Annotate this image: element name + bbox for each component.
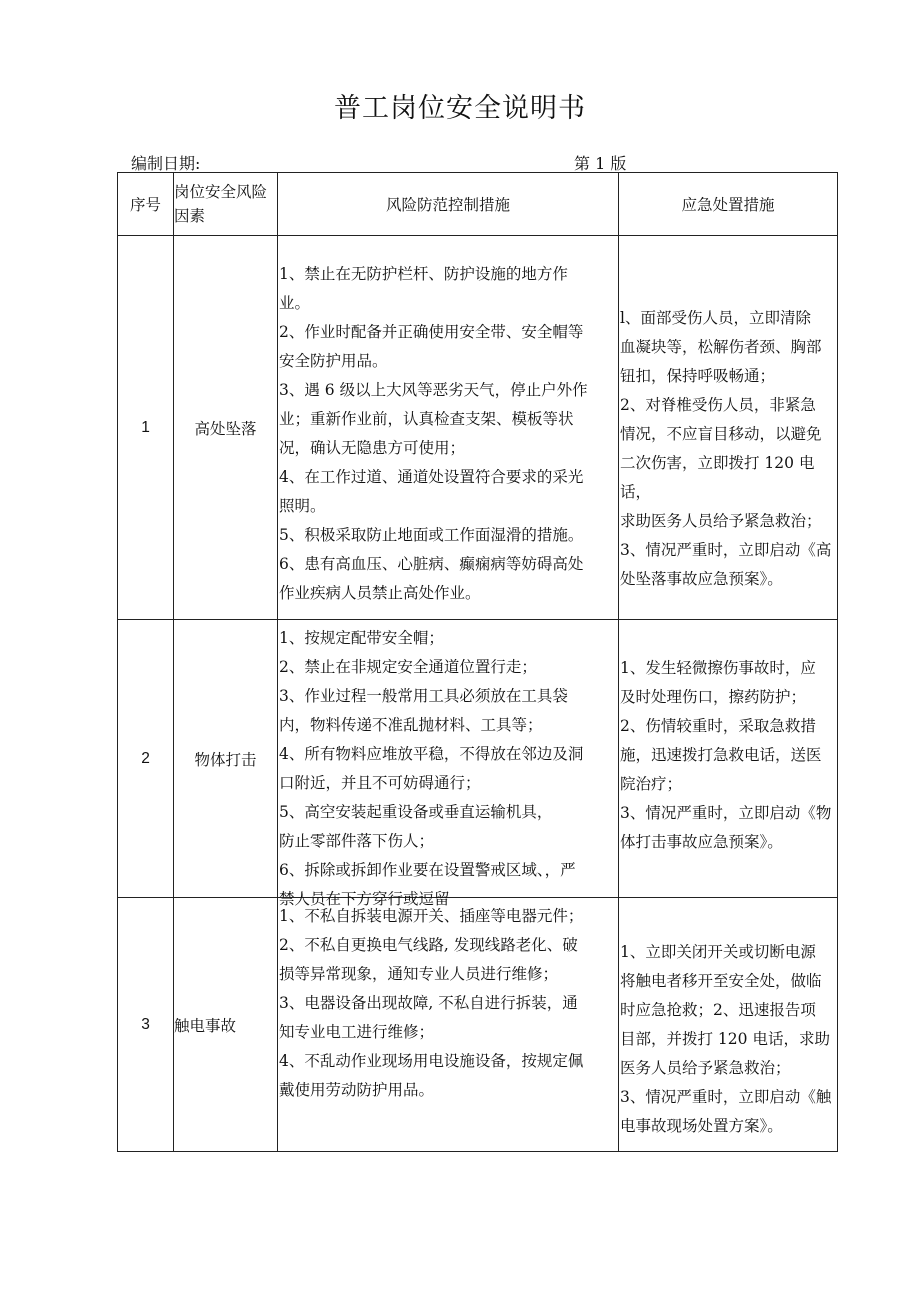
emergency-line: 2、对脊椎受伤人员，非紧急 (620, 395, 816, 414)
measure-line: 5、高空安装起重设备或垂直运输机具， (279, 802, 553, 821)
emergency-line: 钮扣，保持呼吸畅通； (620, 366, 776, 385)
safety-table (117, 172, 838, 1152)
emergency-line: 电事故现场处置方案》。 (620, 1116, 783, 1135)
emergency-line: 3、情况严重时，立即启动《高 (620, 540, 832, 559)
measure-line: 6、患有高血压、心脏病、癫痫病等妨碍高处 (279, 554, 584, 573)
emergency-line: 院治疗； (620, 774, 683, 793)
emergency-line: 医务人员给予紧急救治； (620, 1058, 791, 1077)
emergency-line: 求助医务人员给予紧急救治； (620, 511, 822, 530)
header-factor: 岗位安全风险因素 (174, 173, 278, 236)
prevention-measures (278, 620, 619, 908)
risk-factor: 高处坠落 (174, 236, 278, 620)
emergency-line: 血凝块等，松解伤者颈、胸部 (620, 337, 822, 356)
row-number: 2 (118, 620, 174, 898)
row-number: 1 (118, 236, 174, 620)
emergency-line: 二次伤害，立即拨打 120 电话， (620, 453, 815, 501)
row-number: 3 (118, 898, 174, 1152)
emergency-line: 2、伤情较重时，采取急救措 (620, 716, 816, 735)
emergency-line: 体打击事故应急预案》。 (620, 832, 783, 851)
measure-line: 1、不私自拆装电源开关、插座等电器元件； (279, 906, 584, 925)
header-no: 序号 (118, 173, 174, 236)
measure-line: 内，物料传递不准乱抛材料、工具等； (279, 715, 543, 734)
prevention-measures (278, 898, 619, 1152)
emergency-line: 3、情况严重时，立即启动《物 (620, 803, 832, 822)
measure-line: 4、所有物料应堆放平稳，不得放在邻边及洞 (279, 744, 584, 763)
emergency-line: 及时处理伤口，擦药防护； (620, 687, 807, 706)
measure-line: 4、在工作过道、通道处设置符合要求的采光 (279, 467, 584, 486)
header-emergency: 应急处置措施 (619, 173, 838, 236)
measure-line: 况，确认无隐患方可使用； (279, 438, 466, 457)
measure-line: 作业疾病人员禁止高处作业。 (279, 583, 481, 602)
risk-factor: 物体打击 (174, 620, 278, 898)
page-title: 普工岗位安全说明书 (334, 93, 586, 124)
emergency-measures (619, 898, 838, 1152)
measure-line: 5、积极采取防止地面或工作面湿滑的措施。 (279, 525, 584, 544)
measure-line: 业；重新作业前，认真检查支架、模板等状 (279, 409, 574, 428)
header-prevention: 风险防范控制措施 (278, 173, 619, 236)
emergency-line: 将触电者移开至安全处，做临 (620, 971, 822, 990)
measure-line: 防止零部件落下伤人； (279, 831, 435, 850)
emergency-line: 处坠落事故应急预案》。 (620, 569, 783, 588)
emergency-line: 3、情况严重时，立即启动《触 (620, 1087, 832, 1106)
measure-line: 1、按规定配带安全帽； (279, 628, 444, 647)
table-row (118, 898, 838, 1152)
emergency-line: 时应急抢救；2、迅速报告项 (620, 1000, 816, 1019)
emergency-line: l、面部受伤人员，立即清除 (620, 308, 811, 327)
measure-line: 2、不私自更换电气线路, 发现线路老化、破 (279, 935, 578, 954)
header-row (118, 173, 838, 236)
emergency-line: 施，迅速拨打急救电话，送医 (620, 745, 822, 764)
measure-line: 照明。 (279, 496, 326, 515)
measure-line: 4、不乱动作业现场用电设施设备，按规定佩 (279, 1051, 584, 1070)
measure-line: 2、作业时配备并正确使用安全带、安全帽等 (279, 322, 584, 341)
measure-line: 2、禁止在非规定安全通道位置行走； (279, 657, 537, 676)
emergency-measures (619, 236, 838, 620)
measure-line: 知专业电工进行维修； (279, 1022, 435, 1041)
emergency-line: 1、立即关闭开关或切断电源 (620, 942, 816, 961)
table-row (118, 620, 838, 898)
date-label: 编制日期: (131, 154, 201, 173)
measure-line: 安全防护用品。 (279, 351, 388, 370)
measure-line: 损等异常现象，通知专业人员进行维修； (279, 964, 559, 983)
emergency-line: 1、发生轻微擦伤事故时，应 (620, 658, 816, 677)
risk-factor: 触电事故 (174, 898, 278, 1152)
measure-line: 业。 (279, 293, 311, 312)
measure-line: 戴使用劳动防护用品。 (279, 1080, 435, 1099)
emergency-line: 情况，不应盲目移动，以避免 (620, 424, 822, 443)
measure-line: 1、禁止在无防护栏杆、防护设施的地方作 (279, 264, 568, 283)
measure-line: 禁人员在下方穿行或逗留 (279, 889, 450, 908)
prevention-measures (278, 236, 619, 620)
measure-line: 6、拆除或拆卸作业要在设置警戒区域、，严 (279, 860, 576, 879)
measure-line: 3、作业过程一般常用工具必须放在工具袋 (279, 686, 568, 705)
measure-line: 口附近，并且不可妨碍通行； (279, 773, 481, 792)
measure-line: 3、电器设备出现故障, 不私自进行拆装，通 (279, 993, 578, 1012)
table-row (118, 236, 838, 620)
emergency-line: 目部，并拨打 120 电话，求助 (620, 1029, 830, 1048)
measure-line: 3、遇 6 级以上大风等恶劣天气，停止户外作 (279, 380, 588, 399)
version-label: 第 1 版 (574, 154, 627, 173)
emergency-measures (619, 620, 838, 898)
